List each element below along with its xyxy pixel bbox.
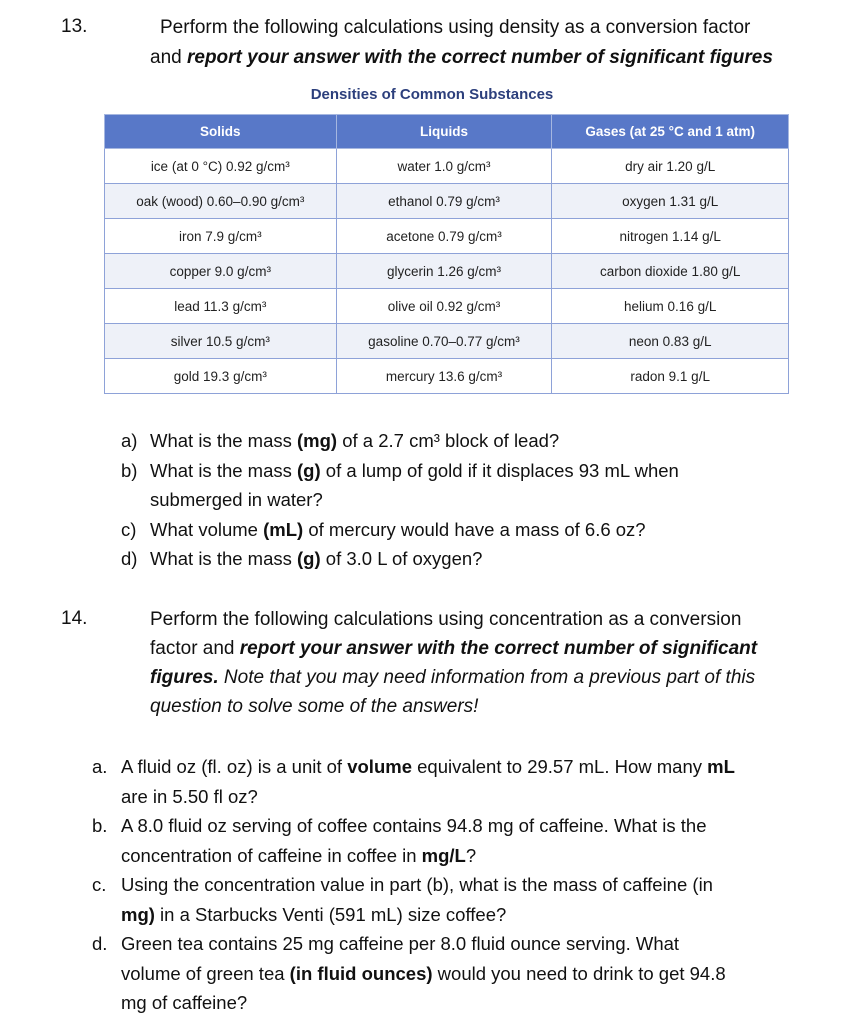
question-text: equivalent to 29.57 mL. How many bbox=[412, 756, 708, 777]
question-text: What is the mass bbox=[150, 548, 298, 569]
question-text: A fluid oz (fl. oz) is a unit of bbox=[121, 756, 348, 777]
table-cell: dry air 1.20 g/L bbox=[552, 149, 789, 184]
table-cell: carbon dioxide 1.80 g/L bbox=[552, 254, 789, 289]
question-14c bbox=[92, 870, 821, 929]
table-row bbox=[105, 289, 789, 324]
question-text: are in 5.50 fl oz? bbox=[121, 785, 258, 807]
question-14b bbox=[92, 811, 821, 870]
question-label: d. bbox=[92, 933, 108, 954]
table-cell: gold 19.3 g/cm³ bbox=[105, 359, 337, 394]
intro-text: and bbox=[150, 47, 187, 68]
question-14a bbox=[92, 752, 821, 811]
question-text: What volume bbox=[150, 518, 264, 540]
question-text: mg of caffeine? bbox=[121, 992, 248, 1013]
question-text: of a 2.7 cm³ block of lead? bbox=[337, 430, 560, 451]
table-row bbox=[105, 149, 789, 184]
intro-text: Perform the following calculations using concentration as a conversion bbox=[150, 609, 742, 630]
question-13-intro-line1: Perform the following calculations using density as a conversion factor bbox=[160, 17, 751, 38]
table-cell: silver 10.5 g/cm³ bbox=[105, 324, 337, 359]
table-cell: neon 0.83 g/L bbox=[552, 324, 789, 359]
intro-note: question to solve some of the answers! bbox=[150, 696, 479, 717]
question-label: a. bbox=[92, 756, 108, 777]
table-cell: oak (wood) 0.60–0.90 g/cm³ bbox=[105, 184, 337, 219]
question-unit: mg/L bbox=[421, 844, 466, 866]
table-row bbox=[105, 359, 789, 394]
table-row bbox=[105, 184, 789, 219]
table-cell: lead 11.3 g/cm³ bbox=[105, 289, 337, 324]
question-text: What is the mass bbox=[150, 459, 298, 481]
table-cell: glycerin 1.26 g/cm³ bbox=[336, 254, 552, 289]
question-13c bbox=[121, 515, 830, 545]
question-unit: (g) bbox=[297, 548, 321, 569]
question-text: A 8.0 fluid oz serving of coffee contains 94.8 mg of caffeine. What is the bbox=[121, 815, 707, 836]
question-text: concentration of caffeine in coffee in bbox=[121, 844, 422, 866]
question-emphasis: (in fluid ounces) bbox=[289, 962, 433, 984]
question-13d bbox=[121, 544, 830, 574]
table-cell: radon 9.1 g/L bbox=[552, 359, 789, 394]
table-header-row bbox=[105, 115, 789, 149]
table-cell: gasoline 0.70–0.77 g/cm³ bbox=[336, 324, 552, 359]
table-row bbox=[105, 254, 789, 289]
question-label: a) bbox=[121, 430, 138, 451]
question-text: of mercury would have a mass of 6.6 oz? bbox=[303, 518, 646, 540]
question-label: b. bbox=[92, 815, 108, 836]
question-13-number: 13. bbox=[61, 16, 88, 37]
table-cell: olive oil 0.92 g/cm³ bbox=[336, 289, 552, 324]
question-text: Using the concentration value in part (b), what is the mass of caffeine (in bbox=[121, 874, 713, 895]
question-text: would you need to drink to get 94.8 bbox=[432, 962, 726, 984]
question-text: submerged in water? bbox=[150, 489, 323, 510]
question-13-intro-line2 bbox=[150, 43, 773, 72]
question-text: of 3.0 L of oxygen? bbox=[320, 548, 483, 569]
question-text: ? bbox=[465, 844, 477, 866]
question-label: c) bbox=[121, 518, 137, 540]
table-cell: mercury 13.6 g/cm³ bbox=[336, 359, 552, 394]
header-liquids: Liquids bbox=[336, 115, 552, 149]
question-unit: mL bbox=[707, 756, 735, 777]
question-text: volume of green tea bbox=[121, 962, 290, 984]
question-14-intro bbox=[150, 605, 830, 721]
density-table bbox=[104, 114, 789, 394]
intro-emphasis: report your answer with the correct number of significant figures bbox=[186, 47, 773, 68]
question-13a bbox=[121, 426, 830, 456]
table-cell: iron 7.9 g/cm³ bbox=[105, 219, 337, 254]
question-text: in a Starbucks Venti (591 mL) size coffee? bbox=[154, 903, 507, 925]
table-row bbox=[105, 219, 789, 254]
question-unit: (g) bbox=[297, 459, 321, 481]
header-gases: Gases (at 25 °C and 1 atm) bbox=[552, 115, 789, 149]
intro-note: Note that you may need information from a previous part of this bbox=[218, 667, 756, 688]
question-13b bbox=[121, 456, 830, 515]
question-unit: mg) bbox=[121, 903, 155, 925]
density-table-caption: Densities of Common Substances bbox=[310, 86, 554, 103]
table-cell: ethanol 0.79 g/cm³ bbox=[336, 184, 552, 219]
table-cell: copper 9.0 g/cm³ bbox=[105, 254, 337, 289]
intro-emphasis: report your answer with the correct number of significant bbox=[239, 638, 758, 659]
table-cell: helium 0.16 g/L bbox=[552, 289, 789, 324]
intro-emphasis: figures. bbox=[150, 667, 219, 688]
question-13-list bbox=[121, 426, 830, 574]
question-label: d) bbox=[121, 548, 138, 569]
table-cell: oxygen 1.31 g/L bbox=[552, 184, 789, 219]
table-cell: water 1.0 g/cm³ bbox=[336, 149, 552, 184]
question-text: Green tea contains 25 mg caffeine per 8.0 fluid ounce serving. What bbox=[121, 933, 680, 954]
question-text: of a lump of gold if it displaces 93 mL when bbox=[320, 459, 679, 481]
intro-text: factor and bbox=[150, 638, 240, 659]
table-cell: ice (at 0 °C) 0.92 g/cm³ bbox=[105, 149, 337, 184]
table-cell: nitrogen 1.14 g/L bbox=[552, 219, 789, 254]
question-label: c. bbox=[92, 874, 107, 895]
question-text: What is the mass bbox=[150, 430, 298, 451]
question-14-list bbox=[92, 752, 821, 1018]
question-14-number: 14. bbox=[61, 608, 88, 629]
question-unit: (mg) bbox=[297, 430, 338, 451]
table-row bbox=[105, 324, 789, 359]
table-cell: acetone 0.79 g/cm³ bbox=[336, 219, 552, 254]
question-14d bbox=[92, 929, 821, 1018]
question-emphasis: volume bbox=[347, 756, 412, 777]
question-label: b) bbox=[121, 459, 138, 481]
header-solids: Solids bbox=[105, 115, 337, 149]
question-unit: (mL) bbox=[263, 518, 304, 540]
